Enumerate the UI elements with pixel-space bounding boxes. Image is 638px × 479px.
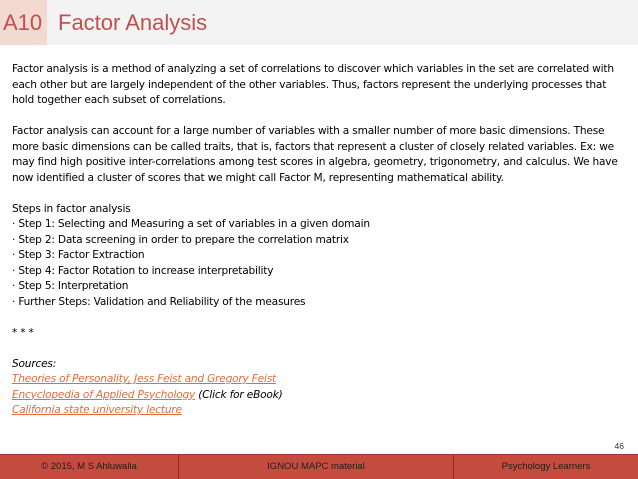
source-line: [12, 372, 622, 388]
steps-list: [12, 202, 622, 311]
source-line: [12, 388, 622, 404]
page-number: 46: [614, 441, 624, 451]
sources-section: [12, 357, 622, 419]
step-item: · Step 5: Interpretation: [12, 280, 129, 292]
separator-stars: * * *: [12, 326, 34, 339]
page-title: Factor Analysis: [58, 10, 208, 35]
footer-source: IGNOU MAPC material: [178, 455, 454, 479]
slide-number: A10: [3, 10, 43, 35]
source-link-theories-of-personality[interactable]: Theories of Personality, Jess Feist and Gregory Feist: [12, 373, 277, 385]
footer-bar: [0, 454, 638, 479]
step-item: · Step 4: Factor Rotation to increase interpretability: [12, 264, 274, 277]
step-item: · Further Steps: Validation and Reliability of the measures: [12, 295, 306, 308]
source-note: (Click for eBook): [195, 388, 283, 401]
footer-publisher: Psychology Learners: [501, 461, 591, 472]
step-item: · Step 2: Data screening in order to prepare the correlation matrix: [12, 233, 349, 246]
source-link-california-lecture[interactable]: California state university lecture: [12, 404, 182, 416]
sources-title: Sources:: [12, 357, 57, 370]
slide-body: [12, 62, 622, 419]
steps-title: Steps in factor analysis: [12, 202, 131, 215]
paragraph-dimensions: Factor analysis can account for a large number of variables with a smaller number of more basic dimensions. These more basic dimensions can be called traits, that is, factors that represent a cluster of closely related variables. Ex: we may find high positive inter-correlations among test scores in algebra, geometry, trigonometry, and calculus. We have now identified a cluster of scores that we might call Factor M, representing mathematical ability.: [12, 125, 618, 184]
source-line: [12, 403, 622, 419]
paragraph-definition: Factor analysis is a method of analyzing a set of correlations to discover which variables in the set are correlated with each other but are largely independent of the other variables. Thus, factors represent the underlying processes that hold together each subset of correlations.: [12, 63, 614, 106]
slide-number-box: [0, 0, 47, 45]
source-link-encyclopedia[interactable]: Encyclopedia of Applied Psychology: [12, 388, 196, 401]
step-item: · Step 1: Selecting and Measuring a set of variables in a given domain: [12, 218, 370, 230]
slide-header: [0, 0, 638, 45]
footer-copyright: © 2015, M S Ahluwalia: [41, 461, 137, 472]
step-item: · Step 3: Factor Extraction: [12, 249, 145, 261]
slide-title-box: [47, 0, 638, 45]
